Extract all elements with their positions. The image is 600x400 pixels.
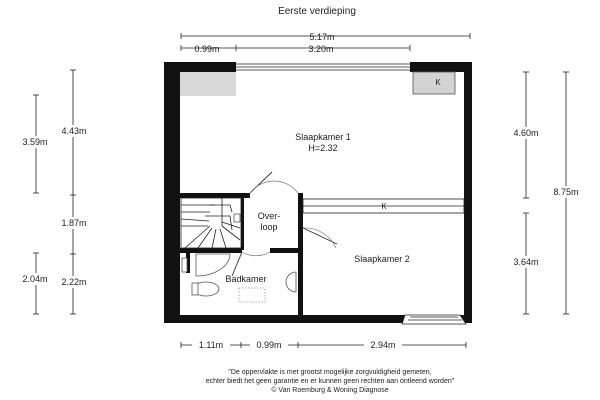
disclaimer: [206, 369, 455, 394]
top-dimensions: [181, 32, 470, 54]
dim-left-outer-bottom: 2.22m: [61, 277, 87, 287]
dim-left-inner-bottom: 2.04m: [22, 274, 48, 284]
disclaimer-line-1: "De oppervlakte is met grootst mogelijke zorgvuldigheid gemeten,: [228, 369, 432, 376]
dim-right-inner-top: 4.60m: [513, 128, 539, 138]
alcove: [180, 72, 236, 96]
wardrobe-k-label: K: [381, 202, 387, 211]
dim-left-inner-top: 3.59m: [22, 137, 48, 147]
disclaimer-line-3: © Van Roemburg & Woning Diagnose: [271, 387, 389, 394]
dim-top-mid: 3.20m: [308, 44, 334, 54]
left-dimensions: [14, 70, 94, 314]
bottom-window: [402, 315, 466, 324]
cabinet-k-label: K: [435, 78, 441, 87]
dim-left-outer-mid: 1.87m: [61, 218, 87, 228]
room-overloop-line1: Over-: [257, 211, 281, 221]
dim-bottom-1: 1.11m: [198, 340, 224, 350]
doors: [232, 172, 337, 276]
dim-bottom-3: 2.94m: [370, 340, 396, 350]
room-slaapkamer-2: Slaapkamer 2: [354, 254, 410, 264]
room-slaapkamer-1-height: H=2.32: [308, 143, 338, 153]
plan-title: Eerste verdieping: [278, 6, 356, 17]
dim-top-left: 0.99m: [194, 44, 220, 54]
dim-right-total: 8.75m: [553, 187, 579, 197]
dim-bottom-2: 0.99m: [256, 340, 282, 350]
room-overloop-line2: loop: [260, 222, 278, 232]
disclaimer-line-2: echter biedt het geen garantie en er kunnen geen rechten aan ontleend worden": [205, 378, 455, 385]
bottom-dimensions: [181, 339, 466, 351]
room-slaapkamer-1: Slaapkamer 1: [295, 132, 351, 142]
right-dimensions: [505, 72, 587, 314]
dim-right-inner-bottom: 3.64m: [513, 257, 539, 267]
wardrobe-wall: [303, 199, 464, 213]
dim-left-outer-top: 4.43m: [61, 126, 87, 136]
staircase: [181, 198, 241, 248]
cabinet-k: [413, 72, 455, 94]
dim-top-total: 5.17m: [309, 32, 335, 42]
room-badkamer: Badkamer: [225, 274, 267, 284]
